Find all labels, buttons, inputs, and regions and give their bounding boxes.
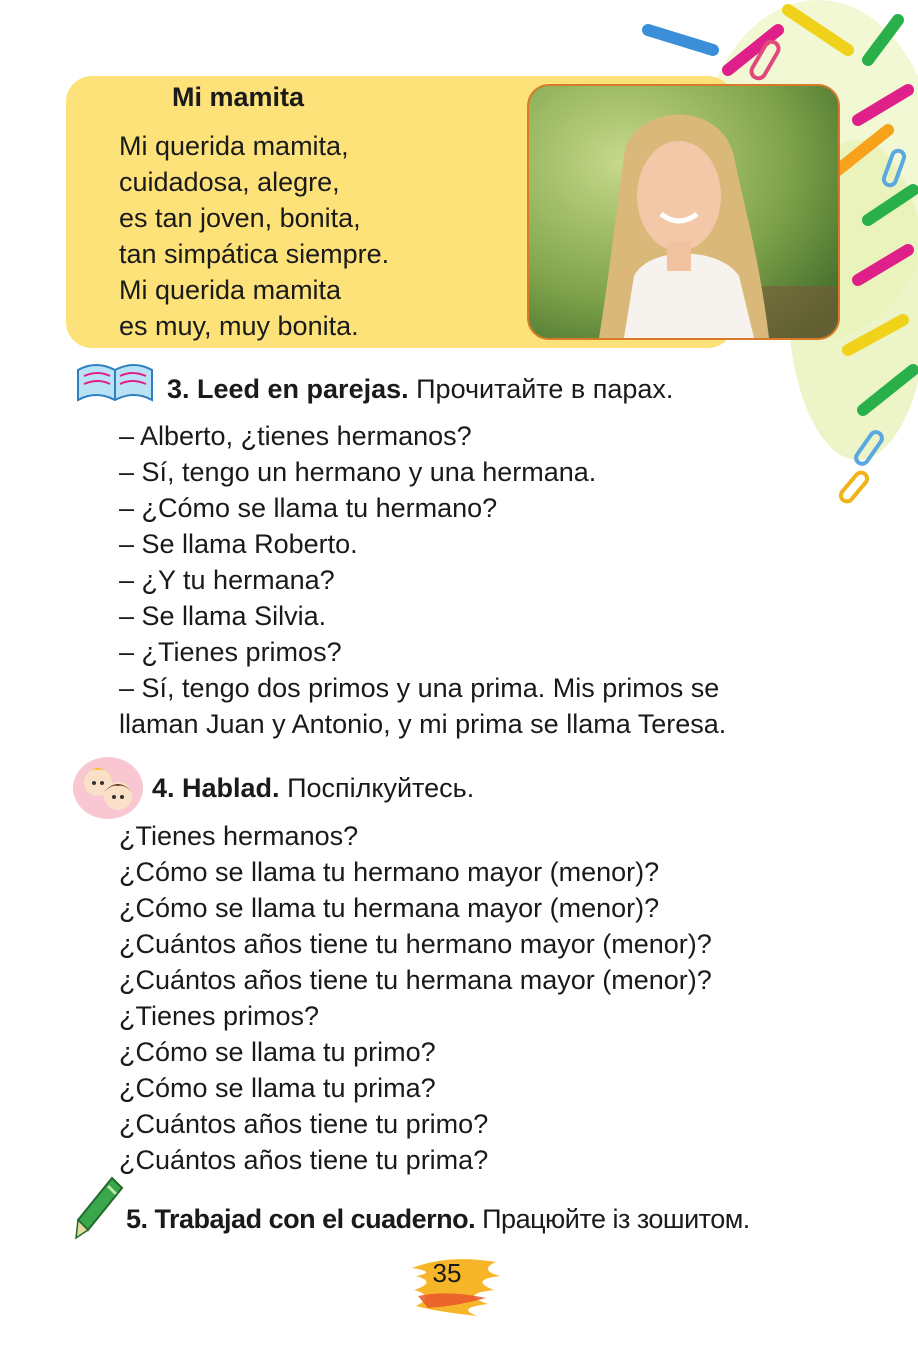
question-line: ¿Tienes primos? [119,1001,320,1031]
page-number: 35 [432,1258,462,1288]
open-book-icon [74,358,156,408]
exercise-3-dialogue [119,418,726,742]
mother-photo [527,84,840,340]
question-line: ¿Tienes hermanos? [119,821,359,851]
poem-title: Mi mamita [172,82,305,112]
exercise-5-translation: Працюйте із зошитом. [482,1204,750,1234]
poem-line: Mi querida mamita [119,275,342,305]
question-line: ¿Cómo se llama tu hermano mayor (menor)? [119,857,660,887]
poem-line: Mi querida mamita, [119,131,349,161]
question-line: ¿Cómo se llama tu primo? [119,1037,436,1067]
question-line: ¿Cuántos años tiene tu primo? [119,1109,489,1139]
exercise-5-heading [126,1204,750,1235]
question-line: ¿Cuántos años tiene tu hermana mayor (menor)? [119,965,712,995]
dialogue-line: – Sí, tengo un hermano y una hermana. [119,457,597,487]
dialogue-line: – Sí, tengo dos primos y una prima. Mis primos se [119,673,720,703]
exercise-4-translation: Поспілкуйтесь. [287,773,475,803]
poem-line: es muy, muy bonita. [119,311,359,341]
exercise-4-heading [152,773,474,804]
dialogue-line: – Alberto, ¿tienes hermanos? [119,421,472,451]
pen-icon [72,1174,124,1242]
dialogue-line: llaman Juan y Antonio, y mi prima se llama Teresa. [119,709,727,739]
page-number-area [408,1250,508,1320]
dialogue-line: – ¿Cómo se llama tu hermano? [119,493,498,523]
exercise-5-title: 5. Trabajad con el cuaderno. [126,1204,476,1234]
question-line: ¿Cuántos años tiene tu hermano mayor (menor)? [119,929,712,959]
exercise-4-questions [119,818,712,1178]
poem-line: cuidadosa, alegre, [119,167,340,197]
question-line: ¿Cuántos años tiene tu prima? [119,1145,489,1175]
dialogue-line: – Se llama Silvia. [119,601,327,631]
exercise-3-heading [167,374,673,405]
exercise-4-title: 4. Hablad. [152,773,280,803]
poem-line: es tan joven, bonita, [119,203,361,233]
dialogue-line: – Se llama Roberto. [119,529,358,559]
exercise-3-title: 3. Leed en parejas. [167,374,409,404]
dialogue-line: – ¿Y tu hermana? [119,565,335,595]
poem-line: tan simpática siempre. [119,239,390,269]
exercise-3-translation: Прочитайте в парах. [416,374,674,404]
dialogue-line: – ¿Tienes primos? [119,637,342,667]
question-line: ¿Cómo se llama tu hermana mayor (menor)? [119,893,660,923]
poem-lines [119,128,389,344]
question-line: ¿Cómo se llama tu prima? [119,1073,436,1103]
children-icon [72,756,144,820]
